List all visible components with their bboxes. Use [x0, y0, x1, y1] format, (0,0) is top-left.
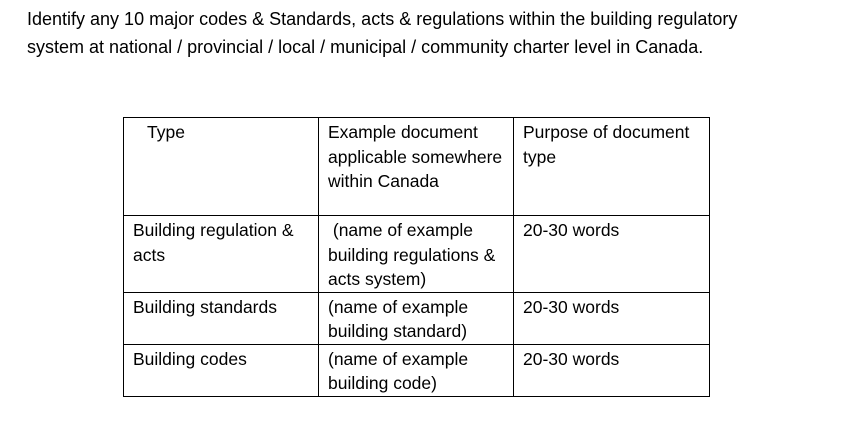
table-row: [124, 216, 710, 293]
cell-example[interactable]: [319, 292, 514, 344]
table-row: [124, 292, 710, 344]
cell-purpose-text: 20-30 words: [523, 220, 620, 240]
cell-example-text: (name of example building regulations & acts system): [328, 220, 501, 289]
header-type-label: Type: [147, 122, 185, 142]
header-cell-type[interactable]: [124, 118, 319, 216]
cell-purpose[interactable]: [514, 216, 710, 293]
cell-type[interactable]: [124, 292, 319, 344]
header-cell-example[interactable]: [319, 118, 514, 216]
header-cell-purpose[interactable]: [514, 118, 710, 216]
cell-type-text: Building standards: [133, 296, 277, 317]
cell-purpose[interactable]: [514, 344, 710, 396]
prompt-line-2: system at national / provincial / local / municipal / community charter level in Canada.: [27, 37, 704, 57]
cell-example[interactable]: [319, 216, 514, 293]
document-type-table: [123, 117, 710, 397]
cell-type-text: Building codes: [133, 348, 247, 369]
table-row: [124, 344, 710, 396]
cell-example[interactable]: [319, 344, 514, 396]
header-purpose-label: Purpose of document type: [523, 122, 690, 167]
cell-type[interactable]: [124, 344, 319, 396]
cell-type-text: Building regulation & acts: [133, 220, 294, 265]
table-header-row: [124, 118, 710, 216]
cell-purpose-text: 20-30 words: [523, 296, 620, 317]
cell-type[interactable]: [124, 216, 319, 293]
cell-example-text: (name of example building code): [328, 348, 469, 393]
header-example-label: Example document applicable somewhere within Canada: [328, 122, 503, 191]
cell-purpose-text: 20-30 words: [523, 348, 620, 369]
cell-purpose[interactable]: [514, 292, 710, 344]
assignment-prompt: [27, 5, 827, 61]
cell-example-text: (name of example building standard): [328, 296, 469, 341]
prompt-line-1: Identify any 10 major codes & Standards, acts & regulations within the building regulatory: [27, 9, 738, 29]
